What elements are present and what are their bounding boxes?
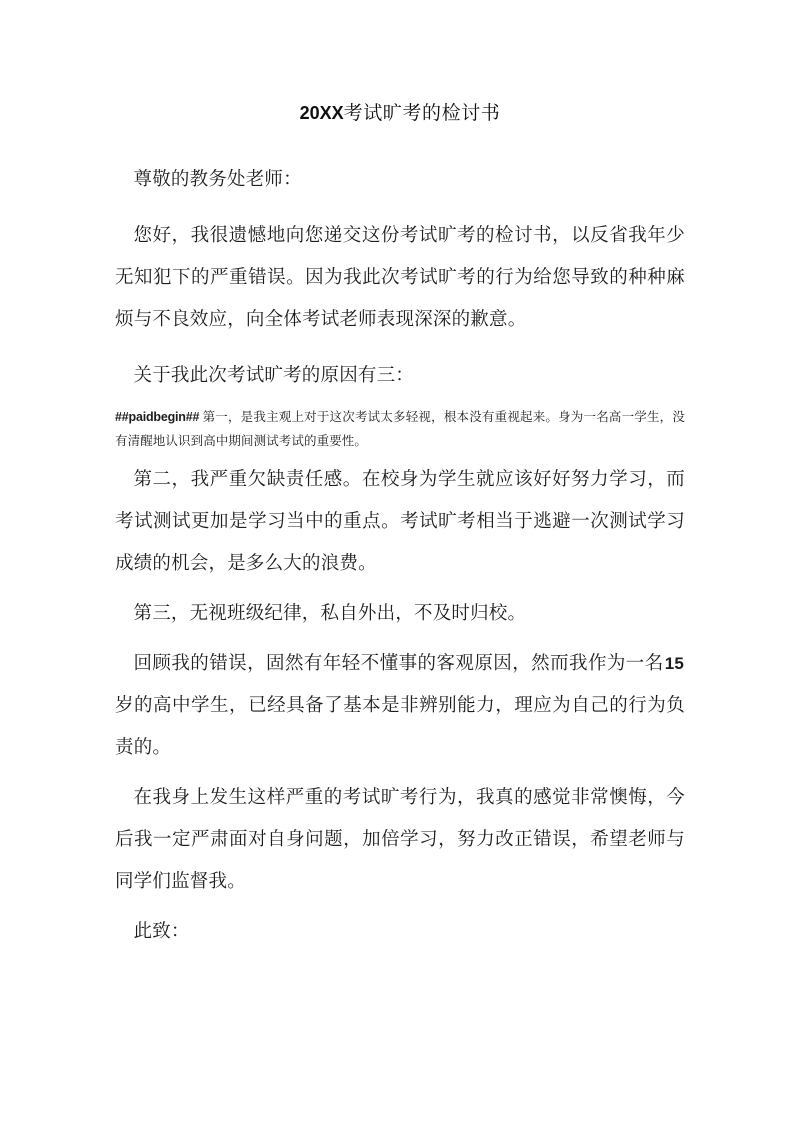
paragraph-closing: 此致： bbox=[133, 922, 190, 942]
paragraph-reflection bbox=[115, 643, 685, 769]
spacer-before-reason-three bbox=[115, 585, 685, 593]
paragraph-reason-two: 第二，我严重欠缺责任感。在校身为学生就应该好好努力学习，而考试测试更加是学习当中的重点。考试旷考相当于逃避一次测试学习成绩的机会，是多么大的浪费。 bbox=[115, 470, 685, 574]
reflection-text-before-age: 回顾我的错误，固然有年轻不懂事的客观原因，然而我作为一名 bbox=[133, 654, 664, 674]
spacer-before-inserted-note bbox=[115, 397, 685, 405]
paragraph-remorse: 在我身上发生这样严重的考试旷考行为，我真的感觉非常懊悔，今后我一定严肃面对自身问题，加倍学习，努力改正错误，希望老师与同学们监督我。 bbox=[115, 788, 685, 892]
title-latin-year: 20XX bbox=[299, 103, 344, 123]
reflection-text-after-age: 岁的高中学生，已经具备了基本是非辨别能力，理应为自己的行为负责的。 bbox=[115, 696, 685, 758]
spacer-before-remorse bbox=[115, 769, 685, 777]
spacer-after-title bbox=[115, 129, 685, 159]
spacer-before-closing bbox=[115, 903, 685, 911]
paragraph-inserted-note bbox=[115, 405, 685, 453]
paragraph-reasons-lead: 关于我此次考试旷考的原因有三： bbox=[133, 366, 415, 386]
page-title bbox=[115, 0, 685, 129]
paragraph-opening: 您好，我很遗憾地向您递交这份考试旷考的检讨书，以反省我年少无知犯下的严重错误。因为我此次考试旷考的行为给您导致的种种麻烦与不良效应，向全体考试老师表现深深的歉意。 bbox=[115, 226, 685, 330]
spacer-before-reasons-lead bbox=[115, 341, 685, 355]
paidbegin-marker: ##paidbegin## bbox=[115, 410, 200, 424]
inserted-note-text: 第一，是我主观上对于这次考试太多轻视，根本没有重视起来。身为一名高一学生，没有清醒地认识到高中期间测试考试的重要性。 bbox=[115, 410, 685, 448]
paragraph-reason-three: 第三，无视班级纪律，私自外出，不及时归校。 bbox=[133, 604, 527, 624]
spacer-before-reflection bbox=[115, 635, 685, 643]
reflection-age-value: 15 bbox=[664, 654, 684, 673]
spacer-after-salutation bbox=[115, 201, 685, 215]
title-cjk-text: 考试旷考的检讨书 bbox=[343, 103, 501, 124]
salutation-line: 尊敬的教务处老师： bbox=[133, 170, 302, 190]
